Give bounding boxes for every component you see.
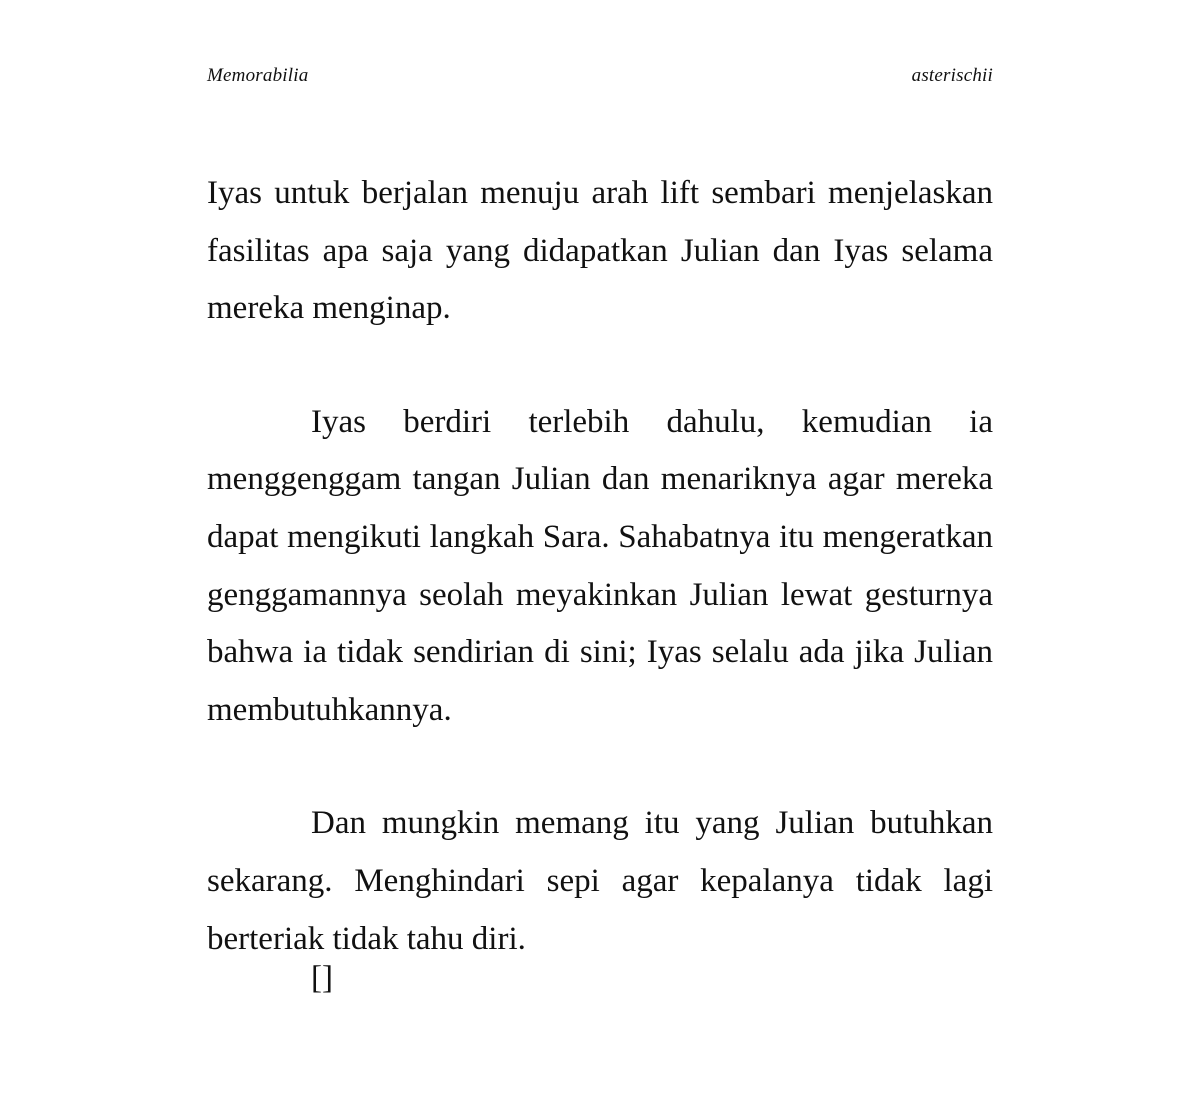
author-name: asterischii [911, 65, 993, 86]
running-header [207, 62, 993, 90]
scene-break-mark: [] [311, 960, 333, 996]
paragraph-2: Iyas berdiri terlebih dahulu, kemudian ia menggenggam tangan Julian dan menariknya agar mereka dapat mengikuti langkah Sara. Sahabatnya itu mengeratkan genggamannya seolah meyakinkan Julian lewat gesturnya bahwa ia tidak sendirian di sini; Iyas selalu ada jika Julian membutuhkannya. [207, 403, 993, 728]
paragraph-1: Iyas untuk berjalan menuju arah lift sembari menjelaskan fasilitas apa saja yang didapatkan Julian dan Iyas selama mereka menginap. [207, 175, 993, 327]
book-title: Memorabilia [207, 65, 309, 86]
paragraph-3: Dan mungkin memang itu yang Julian butuhkan sekarang. Menghindari sepi agar kepalanya tidak lagi berteriak tidak tahu diri. [207, 805, 993, 957]
body-text [207, 165, 993, 1024]
